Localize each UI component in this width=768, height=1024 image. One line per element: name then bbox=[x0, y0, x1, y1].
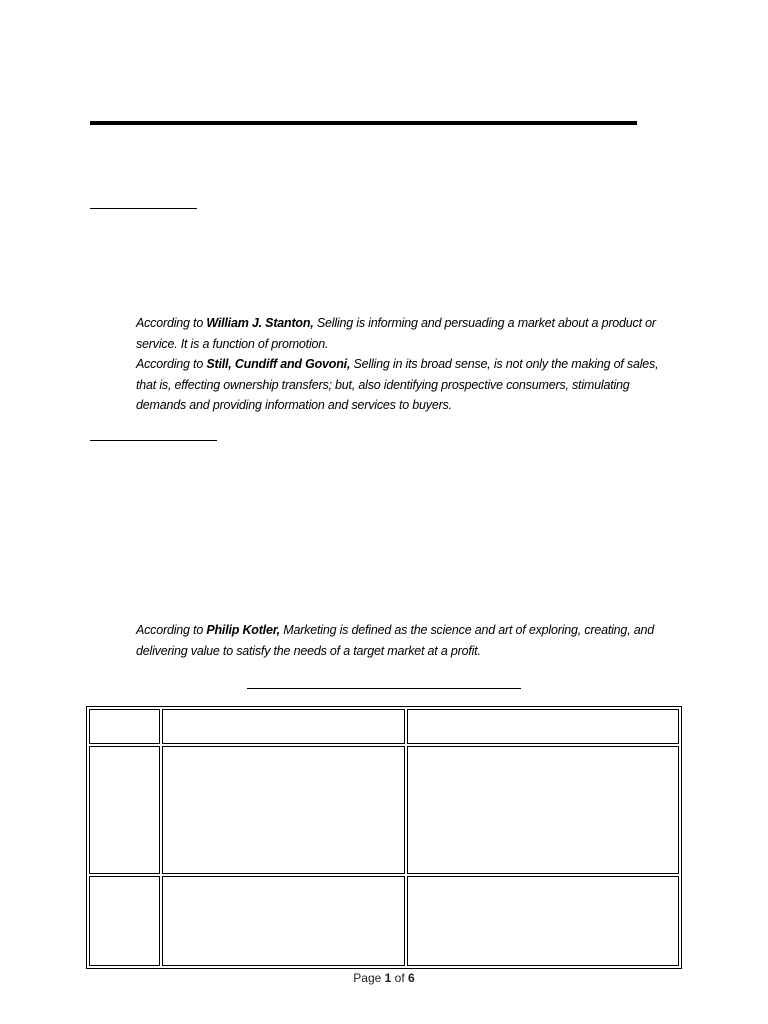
still-line-1: According to Still, Cundiff and Govoni, Selling in its broad sense, is not only the making of sales, bbox=[136, 357, 659, 371]
still-line-3: demands and providing information and services to buyers. bbox=[136, 398, 452, 412]
table-cell bbox=[89, 709, 160, 744]
table-row bbox=[89, 746, 679, 874]
marketing-heading-underline bbox=[90, 440, 217, 441]
total-pages-number: 6 bbox=[408, 971, 415, 985]
table-heading-underline bbox=[247, 688, 521, 689]
kotler-line-2: delivering value to satisfy the needs of a target market at a profit. bbox=[136, 643, 481, 658]
table-cell bbox=[89, 746, 160, 874]
stanton-line-2: service. It is a function of promotion. bbox=[136, 336, 329, 351]
still-line-2: that is, effecting ownership transfers; but, also identifying prospective consumers, stimulating bbox=[136, 377, 630, 392]
table-cell bbox=[407, 709, 679, 744]
author-stanton: William J. Stanton, bbox=[206, 316, 314, 330]
table-cell bbox=[162, 709, 405, 744]
comparison-table bbox=[86, 706, 682, 969]
table-cell bbox=[407, 746, 679, 874]
table-cell bbox=[162, 876, 405, 966]
table-header-row bbox=[89, 709, 679, 744]
marketing-definition bbox=[136, 620, 696, 661]
kotler-line-1: According to Philip Kotler, Marketing is defined as the science and art of exploring, creating, and bbox=[136, 623, 654, 637]
table-cell bbox=[407, 876, 679, 966]
current-page-number: 1 bbox=[384, 971, 392, 985]
selling-definitions bbox=[136, 313, 696, 416]
author-still-cundiff-govoni: Still, Cundiff and Govoni, bbox=[206, 357, 351, 371]
selling-heading-underline bbox=[90, 208, 197, 209]
table-row bbox=[89, 876, 679, 966]
page-footer: Page 1 of 6 bbox=[353, 971, 415, 985]
title-underline bbox=[90, 121, 637, 125]
author-kotler: Philip Kotler, bbox=[206, 623, 280, 637]
table-cell bbox=[89, 876, 160, 966]
stanton-line-1: According to William J. Stanton, Selling is informing and persuading a market about a product or bbox=[136, 316, 656, 330]
table-cell bbox=[162, 746, 405, 874]
